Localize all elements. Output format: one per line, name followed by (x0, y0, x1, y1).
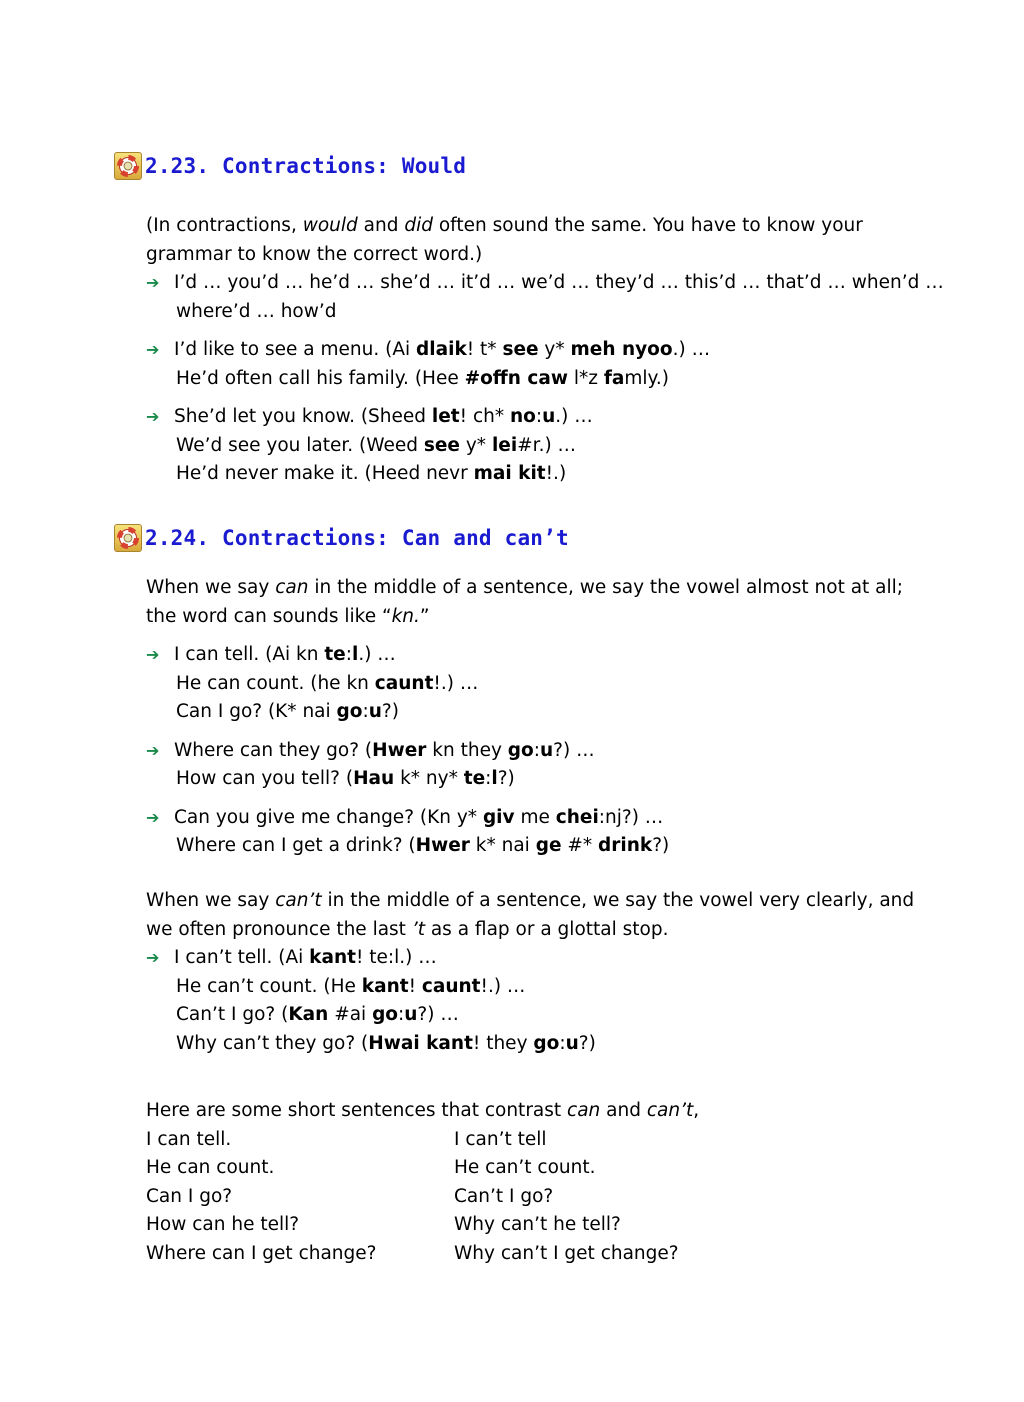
example-group: ➔ I can tell. (Ai kn te:l.) … (146, 641, 946, 670)
arrow-right-icon: ➔ (146, 807, 160, 827)
arrow-right-icon: ➔ (146, 948, 160, 967)
section-2-23-body: (In contractions, would and did often sound the same. You have to know your grammar to know the correct word.) ➔ I’d … you’d … he’d … she’d … it’d … we’d … they’d … this’d … that’d … when’d … where’d … how’d ➔ I’d like to see a menu. (Ai dlaik! t* see y* meh nyoo.) … He’d often call his family. (Hee #offn caw l*z famly.) ➔ She’d let you know. (Sheed let! ch* no:u.) … We’d see you later. (Weed see y* lei#r.) … He’d never make it. (Heed nevr mai kit!.) (146, 212, 946, 489)
table-row: I can tell. I can’t tell (146, 1128, 547, 1150)
contraction-list: ➔ I’d … you’d … he’d … she’d … it’d … we’d … they’d … this’d … that’d … when’d … (146, 269, 946, 298)
table-row: Can I go? Can’t I go? (146, 1185, 554, 1207)
table-row: How can he tell? Why can’t he tell? (146, 1214, 621, 1235)
example-group: ➔ I’d like to see a menu. (Ai dlaik! t* see y* meh nyoo.) … (146, 336, 946, 365)
section-2-24-body: When we say can in the middle of a sentence, we say the vowel almost not at all; the word can sounds like “kn.” ➔ I can tell. (Ai kn te:l.) … He can count. (he kn caunt!.) … Can I go? (K* nai go:u?) ➔ Where can they go? (Hwer kn they go:u?) … How can you tell? (Hau k* ny* te:l?) ➔ Can you give me change? (Kn y* giv me chei:nj?) … Where can I get a drink? (Hwer k* nai ge #* drink?) (146, 574, 946, 861)
intro-paragraph: (In contractions, would and did often sound the same. You have to know your (146, 215, 863, 236)
contrast-table (146, 1097, 946, 1268)
lifebuoy-icon (114, 152, 142, 180)
section-title: 2.24. Contractions: Can and can’t (145, 525, 569, 550)
table-row: He can count. He can’t count. (146, 1157, 596, 1178)
section-heading-2-24 (114, 522, 569, 554)
arrow-right-icon: ➔ (146, 407, 160, 426)
section-title: 2.23. Contractions: Would (145, 153, 467, 178)
example-group: ➔ Where can they go? (Hwer kn they go:u?) … (146, 737, 946, 766)
section-heading-2-23 (114, 150, 466, 182)
arrow-right-icon: ➔ (146, 740, 160, 760)
arrow-right-icon: ➔ (146, 340, 160, 359)
cant-intro: When we say can’t in the middle of a sentence, we say the vowel very clearly, and (146, 890, 915, 911)
example-group: ➔ Can you give me change? (Kn y* giv me chei:nj?) … (146, 804, 946, 833)
lifebuoy-icon (114, 524, 142, 552)
example-group: ➔ She’d let you know. (Sheed let! ch* no:u.) … (146, 403, 946, 432)
table-row: Where can I get change? Why can’t I get change? (146, 1242, 679, 1264)
arrow-right-icon: ➔ (146, 645, 160, 664)
cant-body: When we say can’t in the middle of a sentence, we say the vowel very clearly, and we often pronounce the last ’t as a flap or a glottal stop. ➔ I can’t tell. (Ai kant! te:l.) … He can’t count. (He kant! caunt!.) … Can’t I go? (Kan #ai go:u?) … Why can’t they go? (Hwai kant! they go:u?) (146, 887, 946, 1058)
contrast-intro: Here are some short sentences that contrast can and can’t, (146, 1100, 700, 1121)
can-intro: When we say can in the middle of a sentence, we say the vowel almost not at all; (146, 577, 904, 598)
arrow-right-icon: ➔ (146, 273, 160, 292)
example-group: ➔ I can’t tell. (Ai kant! te:l.) … (146, 944, 946, 973)
